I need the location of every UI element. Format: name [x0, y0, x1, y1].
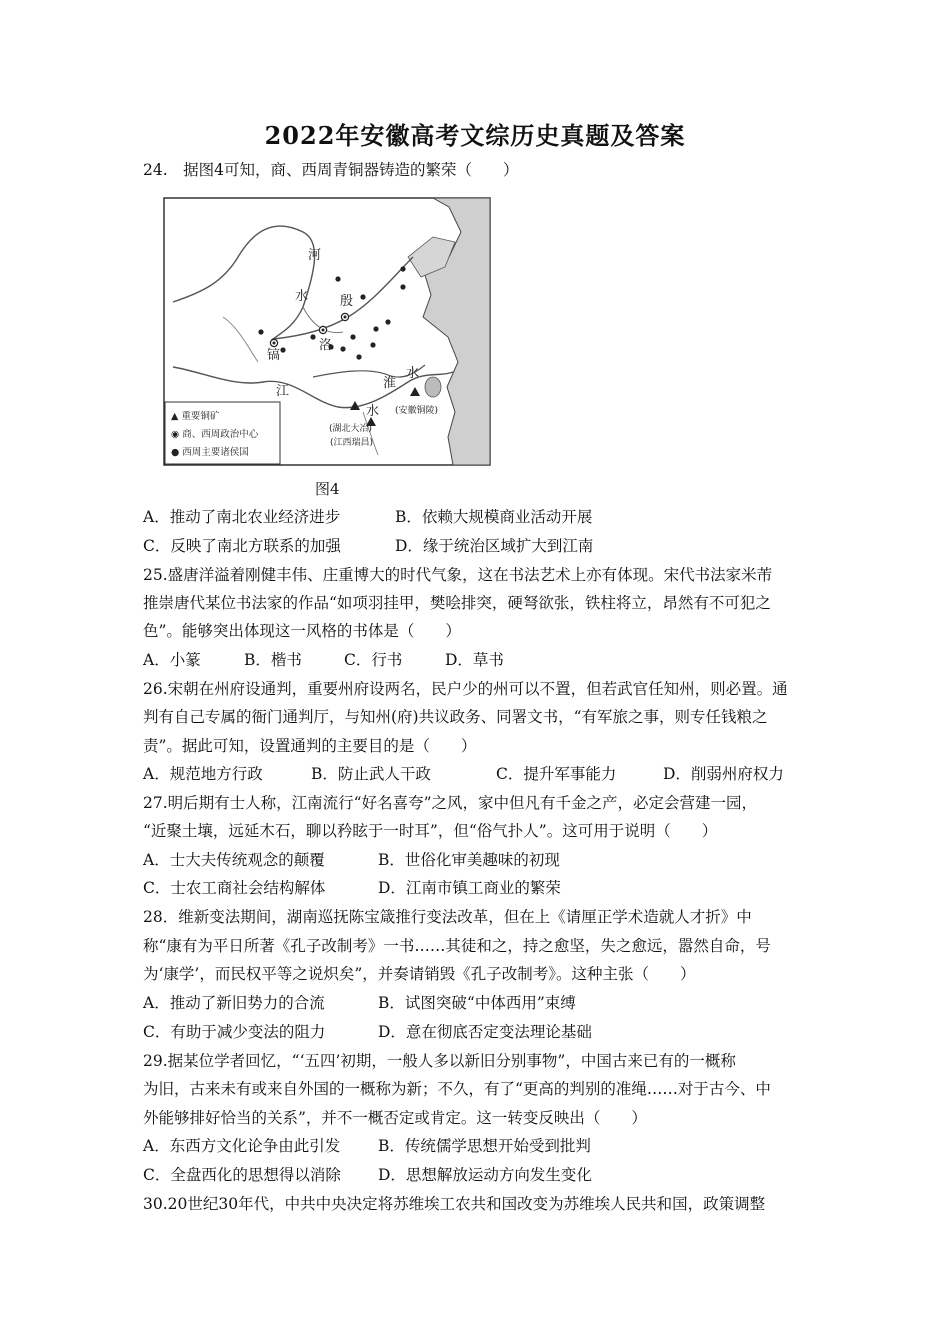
q27-line-2: “近聚土壤，远延木石，聊以矜眩于一时耳”，但“俗气扑人”。这可用于说明（ ） — [143, 822, 718, 840]
map-label-hubei: (湖北大冶) — [329, 424, 373, 434]
map-label-shui2: 水 — [366, 404, 380, 419]
q24-option-c[interactable]: C．反映了南北方联系的加强 — [143, 537, 341, 555]
q25-option-a[interactable]: A．小篆 — [143, 651, 201, 669]
q25-line-1: 25.盛唐洋溢着刚健丰伟、庄重博大的时代气象，这在书法艺术上亦有体现。宋代书法家米芾 — [143, 566, 773, 584]
q29-option-c[interactable]: C．全盘西化的思想得以消除 — [143, 1166, 341, 1184]
q27-option-d[interactable]: D．江南市镇工商业的繁荣 — [378, 879, 561, 897]
q29-option-b[interactable]: B．传统儒学思想开始受到批判 — [378, 1137, 591, 1155]
q26-line-2: 判有自己专属的衙门通判厅，与知州(府)共议政务、同署文书，“有军旅之事，则专任钱粮之 — [143, 708, 768, 726]
q27-option-b[interactable]: B．世俗化审美趣味的初现 — [378, 851, 560, 869]
q26-option-b[interactable]: B．防止武人干政 — [311, 765, 431, 783]
q28-option-c[interactable]: C．有助于减少变法的阻力 — [143, 1023, 326, 1041]
q25-option-b[interactable]: B．楷书 — [244, 651, 302, 669]
q26-line-3: 责”。据此可知，设置通判的主要目的是（ ） — [143, 737, 477, 755]
q26-option-c[interactable]: C．提升军事能力 — [496, 765, 617, 783]
q29-line-2: 为旧，古来未有或来自外国的一概称为新；不久，有了“更高的判别的准绳……对于古今、中 — [143, 1080, 771, 1098]
figure-caption: 图4 — [315, 480, 340, 498]
q29-option-a[interactable]: A．东西方文化论争由此引发 — [143, 1137, 341, 1155]
q27-option-c[interactable]: C．士农工商社会结构解体 — [143, 879, 326, 897]
q28-line-3: 为‘康学’，而民权平等之说炽矣”，并奏请销毁《孔子改制考》。这种主张（ ） — [143, 965, 696, 983]
q27-line-1: 27.明后期有士人称，江南流行“好名喜夸”之风，家中但凡有千金之产，必定会营建一园， — [143, 794, 758, 812]
map-label-jiang: 江 — [276, 384, 290, 399]
map-label-anhui: (安徽铜陵) — [395, 406, 439, 416]
map-label-luo: 洛 — [319, 338, 333, 353]
q28-option-b[interactable]: B．试图突破“中体西用”束缚 — [378, 994, 576, 1012]
map-label-huai: 淮 — [383, 376, 397, 391]
q28-option-d[interactable]: D．意在彻底否定变法理论基础 — [378, 1023, 592, 1041]
q24-stem: 24. 据图4可知，商、西周青铜器铸造的繁荣（ ） — [143, 161, 519, 179]
q29-line-3: 外能够排好恰当的关系”，并不一概否定或肯定。这一转变反映出（ ） — [143, 1109, 647, 1127]
q29-line-1: 29.据某位学者回忆，“‘五四’初期，一般人多以新旧分别事物”，中国古来已有的一概称 — [143, 1052, 736, 1070]
map-label-yin: 殷 — [340, 294, 354, 309]
q28-line-2: 称“康有为平日所著《孔子改制考》一书……其徒和之，持之愈坚，失之愈远，嚣然自命，号 — [143, 937, 771, 955]
q25-option-d[interactable]: D．草书 — [445, 651, 504, 669]
q24-option-b[interactable]: B．依赖大规模商业活动开展 — [395, 508, 593, 526]
q27-option-a[interactable]: A．士大夫传统观念的颠覆 — [143, 851, 325, 869]
q28-option-a[interactable]: A．推动了新旧势力的合流 — [143, 994, 325, 1012]
q24-option-a[interactable]: A．推动了南北农业经济进步 — [143, 508, 341, 526]
q25-line-2: 推崇唐代某位书法家的作品“如项羽挂甲，樊哙排突，硬弩欲张，铁柱将立，昂然有不可犯之 — [143, 594, 771, 612]
q25-option-c[interactable]: C．行书 — [344, 651, 403, 669]
q28-line-1: 28．维新变法期间，湖南巡抚陈宝箴推行变法改革，但在上《请厘正学术造就人才折》中 — [143, 908, 752, 926]
q26-option-d[interactable]: D．削弱州府权力 — [663, 765, 784, 783]
map-label-he: 河 — [308, 248, 322, 263]
map-label-jiangxi: (江西瑞昌) — [330, 438, 374, 448]
q26-option-a[interactable]: A．规范地方行政 — [143, 765, 263, 783]
q26-line-1: 26.宋朝在州府设通判，重要州府设两名，民户少的州可以不置，但若武官任知州，则必置。通 — [143, 680, 788, 698]
q30-line-1: 30.20世纪30年代，中共中央决定将苏维埃工农共和国改变为苏维埃人民共和国，政策调整 — [143, 1195, 766, 1213]
figure-4-map — [163, 197, 491, 466]
legend-vassal-state: ● 西周主要诸侯国 — [171, 447, 249, 458]
page-title: 2022年安徽高考文综历史真题及答案 — [264, 121, 686, 150]
map-label-shui1: 水 — [295, 289, 309, 304]
map-label-shui3: 水 — [406, 366, 420, 381]
q24-option-d[interactable]: D．缘于统治区域扩大到江南 — [395, 537, 594, 555]
q29-option-d[interactable]: D．思想解放运动方向发生变化 — [378, 1166, 592, 1184]
legend-copper-mine: ▲ 重要铜矿 — [171, 411, 220, 422]
legend-political-center: ◉ 商、西周政治中心 — [171, 429, 259, 440]
q25-line-3: 色”。能够突出体现这一风格的书体是（ ） — [143, 622, 461, 640]
map-label-hao: 镐 — [267, 348, 281, 363]
